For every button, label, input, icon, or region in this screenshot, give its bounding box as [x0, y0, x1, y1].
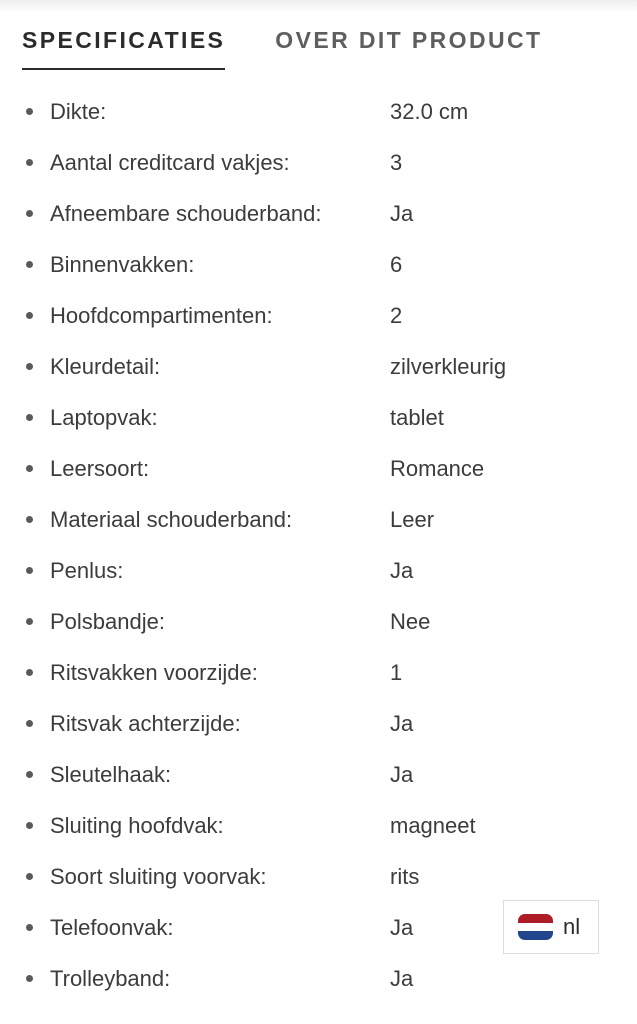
spec-value: zilverkleurig — [390, 354, 507, 379]
language-label: nl — [563, 914, 581, 939]
spec-item — [0, 598, 637, 649]
bullet-icon — [26, 720, 33, 727]
spec-value: Nee — [390, 609, 431, 634]
spec-value: Leer — [390, 507, 435, 532]
spec-item — [0, 241, 637, 292]
spec-item — [0, 547, 637, 598]
language-switcher[interactable] — [503, 900, 599, 954]
spec-label: Hoofdcompartimenten: — [50, 303, 273, 328]
bullet-icon — [26, 822, 33, 829]
spec-item — [0, 394, 637, 445]
spec-item — [0, 88, 637, 139]
bullet-icon — [26, 159, 33, 166]
bullet-icon — [26, 975, 33, 982]
spec-label: Dikte: — [50, 99, 107, 124]
bullet-icon — [26, 465, 33, 472]
bullet-icon — [26, 618, 33, 625]
bullet-icon — [26, 108, 33, 115]
flag-stripe-red — [518, 914, 553, 923]
spec-value: Ja — [390, 966, 414, 991]
spec-label: Trolleyband: — [50, 966, 171, 991]
bullet-icon — [26, 873, 33, 880]
spec-value: Ja — [390, 762, 414, 787]
spec-label: Ritsvak achterzijde: — [50, 711, 241, 736]
spec-value: Ja — [390, 201, 414, 226]
spec-item — [0, 649, 637, 700]
spec-label: Sleutelhaak: — [50, 762, 172, 787]
bullet-icon — [26, 669, 33, 676]
spec-value: 1 — [390, 660, 403, 685]
tab-bar — [22, 24, 592, 70]
spec-label: Telefoonvak: — [50, 915, 174, 940]
spec-item — [0, 445, 637, 496]
flag-stripe-white — [518, 923, 553, 932]
spec-value: 3 — [390, 150, 403, 175]
spec-label: Kleurdetail: — [50, 354, 161, 379]
bullet-icon — [26, 261, 33, 268]
top-shadow — [0, 0, 637, 12]
spec-label: Materiaal schouderband: — [50, 507, 293, 532]
bullet-icon — [26, 210, 33, 217]
spec-item — [0, 190, 637, 241]
spec-label: Polsbandje: — [50, 609, 165, 634]
bullet-icon — [26, 567, 33, 574]
spec-value: magneet — [390, 813, 476, 838]
bullet-icon — [26, 924, 33, 931]
flag-stripe-blue — [518, 931, 553, 940]
spec-item — [0, 751, 637, 802]
bullet-icon — [26, 771, 33, 778]
spec-label: Leersoort: — [50, 456, 150, 481]
spec-label: Binnenvakken: — [50, 252, 195, 277]
bullet-icon — [26, 414, 33, 421]
spec-value: 6 — [390, 252, 403, 277]
spec-item — [0, 853, 637, 904]
bullet-icon — [26, 516, 33, 523]
spec-label: Ritsvakken voorzijde: — [50, 660, 258, 685]
spec-value: Ja — [390, 711, 414, 736]
spec-label: Penlus: — [50, 558, 124, 583]
netherlands-flag-icon — [518, 914, 553, 940]
spec-label: Laptopvak: — [50, 405, 158, 430]
spec-value: Ja — [390, 915, 414, 940]
spec-label: Afneembare schouderband: — [50, 201, 322, 226]
spec-item — [0, 139, 637, 190]
spec-item — [0, 343, 637, 394]
spec-value: rits — [390, 864, 420, 889]
spec-item — [0, 802, 637, 853]
tab-specificaties[interactable]: SPECIFICATIES — [22, 24, 225, 70]
spec-item — [0, 292, 637, 343]
spec-value: 32.0 cm — [390, 99, 469, 124]
spec-value: Romance — [390, 456, 485, 481]
spec-value: Ja — [390, 558, 414, 583]
spec-label: Sluiting hoofdvak: — [50, 813, 224, 838]
spec-item — [0, 496, 637, 547]
spec-item — [0, 700, 637, 751]
spec-value: tablet — [390, 405, 444, 430]
spec-item — [0, 955, 637, 1006]
bullet-icon — [26, 312, 33, 319]
spec-list — [0, 88, 637, 1006]
bullet-icon — [26, 363, 33, 370]
spec-label: Aantal creditcard vakjes: — [50, 150, 290, 175]
spec-value: 2 — [390, 303, 403, 328]
spec-label: Soort sluiting voorvak: — [50, 864, 267, 889]
tab-over-dit-product[interactable]: OVER DIT PRODUCT — [275, 27, 543, 53]
